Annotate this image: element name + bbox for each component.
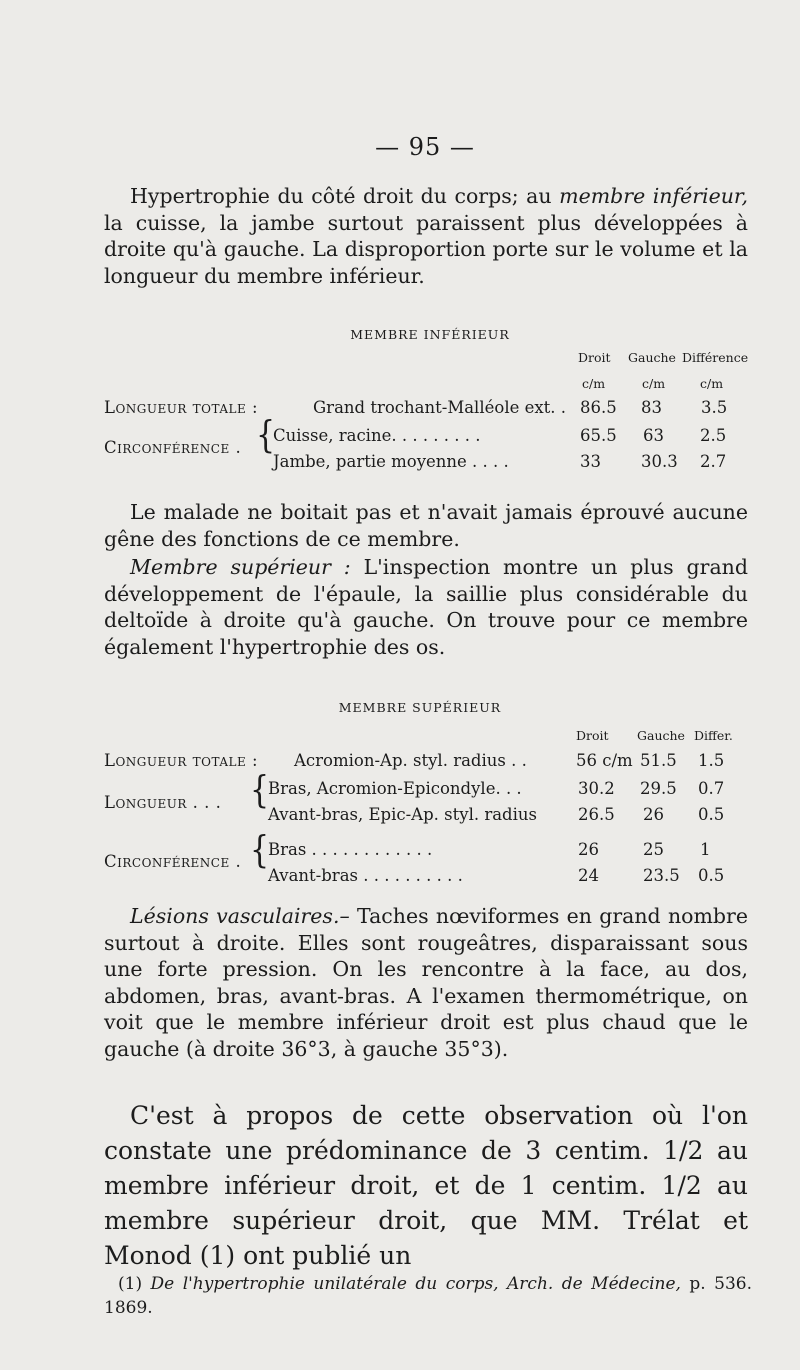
brace-icon: { xyxy=(250,828,270,873)
table-sup-group-longueur-totale: Longueur totale : xyxy=(104,751,259,770)
paragraph-conclusion: C'est à propos de cette observation où l'on constate une prédominance de 3 centim. 1/2 au membre inférieur droit, et de 1 centim. 1/2 au membre supérieur droit, que MM. Trélat et Monod (1) ont publié un xyxy=(104,1101,748,1270)
table-inf-row-label: Jambe, partie moyenne . . . . xyxy=(273,452,509,471)
table-sup-cell: 30.2 xyxy=(578,779,615,798)
table-inf-row-label: Grand trochant-Malléole ext. . xyxy=(313,398,567,417)
table-sup-cell: 26 xyxy=(643,805,664,824)
table-sup-row-label: Avant-bras . . . . . . . . . . xyxy=(268,866,463,885)
table-sup-row-label: Bras . . . . . . . . . . . . xyxy=(268,840,433,859)
table-sup-cell: 0.7 xyxy=(698,779,725,798)
intro-rest: la cuisse, la jambe surtout paraissent plus développées à droite qu'à gauche. La disproportion porte sur le volume et la longueur du membre inférieur. xyxy=(104,210,748,288)
intro-text: Hypertrophie du côté droit du corps; au xyxy=(130,184,552,208)
table-sup-group-longueur: Longueur . . . xyxy=(104,793,222,812)
table-sup-cell: 24 xyxy=(578,866,599,885)
table-inf-unit-diff: c/m xyxy=(700,376,724,391)
paragraph-boitait: Le malade ne boitait pas et n'avait jamais éprouvé aucune gêne des fonctions de ce membre. xyxy=(104,500,748,551)
table-sup-cell: 0.5 xyxy=(698,805,725,824)
table-sup-cell: 23.5 xyxy=(643,866,680,885)
table-sup-header-diff: Differ. xyxy=(694,728,733,743)
table-inf-cell: 2.5 xyxy=(700,426,727,445)
table-inf-group-circonference: Circonférence . xyxy=(104,438,242,457)
table-sup-header-gauche: Gauche xyxy=(637,728,685,743)
table-sup-cell: 51.5 xyxy=(640,751,677,770)
table-inf-header-droit: Droit xyxy=(578,350,611,365)
table-sup-row-label: Avant-bras, Epic-Ap. styl. radius xyxy=(268,805,537,824)
table-inf-cell: 33 xyxy=(580,452,601,471)
table-inf-unit-droit: c/m xyxy=(582,376,606,391)
table-inf-row-label: Cuisse, racine. . . . . . . . . xyxy=(273,426,481,445)
table-inf-group-longueur: Longueur totale : xyxy=(104,398,259,417)
lesions-heading: Lésions vasculaires.– xyxy=(130,904,350,928)
table-sup-cell: 26 xyxy=(578,840,599,859)
table-sup-row-label: Bras, Acromion-Epicondyle. . . xyxy=(268,779,522,798)
membre-superieur-heading: Membre supérieur : xyxy=(130,555,351,579)
footnote xyxy=(104,1272,752,1320)
table-sup-row-label: Acromion-Ap. styl. radius . . xyxy=(294,751,527,770)
table-sup-group-circonference: Circonférence . xyxy=(104,852,242,871)
brace-icon: { xyxy=(256,413,276,458)
page-number: — 95 — xyxy=(375,133,475,161)
table-sup-cell: 56 c/m xyxy=(576,751,633,770)
table-inf-caption: MEMBRE INFÉRIEUR xyxy=(350,327,510,342)
table-sup-cell: 29.5 xyxy=(640,779,677,798)
table-inf-cell: 30.3 xyxy=(641,452,678,471)
footnote-pages: p. 536. 1869. xyxy=(104,1274,752,1318)
table-inf-cell: 63 xyxy=(643,426,664,445)
paragraph-membre-superieur: Membre supérieur : L'inspection montre un plus grand développement de l'épaule, la saillie plus considérable du deltoïde à droite qu'à gauche. On trouve pour ce membre également l'hypertrophie des os. xyxy=(104,555,748,659)
table-inf-cell: 3.5 xyxy=(701,398,728,417)
table-inf-cell: 65.5 xyxy=(580,426,617,445)
footnote-citation: De l'hypertrophie unilatérale du corps, Arch. de Médecine, xyxy=(150,1274,681,1294)
table-inf-cell: 83 xyxy=(641,398,662,417)
paragraph-lesions: Lésions vasculaires.– Taches nœviformes en grand nombre surtout à droite. Elles sont rougeâtres, disparaissant sous une forte pression. On les rencontre à la face, au dos, abdomen, bras, avant-bras. A l'examen thermométrique, on voit que le membre inférieur droit est plus chaud que le gauche (à droite 36°3, à gauche 35°3). xyxy=(104,904,748,1061)
table-sup-caption: MEMBRE SUPÉRIEUR xyxy=(338,700,502,715)
table-sup-cell: 25 xyxy=(643,840,664,859)
table-inf-cell: 86.5 xyxy=(580,398,617,417)
table-sup-cell: 0.5 xyxy=(698,866,725,885)
table-sup-cell: 26.5 xyxy=(578,805,615,824)
table-sup-cell: 1.5 xyxy=(698,751,725,770)
table-inf-cell: 2.7 xyxy=(700,452,727,471)
intro-italic: membre inférieur, xyxy=(559,184,748,208)
table-inf-header-gauche: Gauche xyxy=(628,350,676,365)
table-sup-cell: 1 xyxy=(700,840,711,859)
table-inf-header-diff: Différence xyxy=(682,350,749,365)
footnote-mark: (1) xyxy=(118,1274,143,1294)
table-inf-unit-gauche: c/m xyxy=(642,376,666,391)
intro-paragraph xyxy=(104,183,748,289)
brace-icon: { xyxy=(250,768,270,813)
table-sup-header-droit: Droit xyxy=(576,728,609,743)
